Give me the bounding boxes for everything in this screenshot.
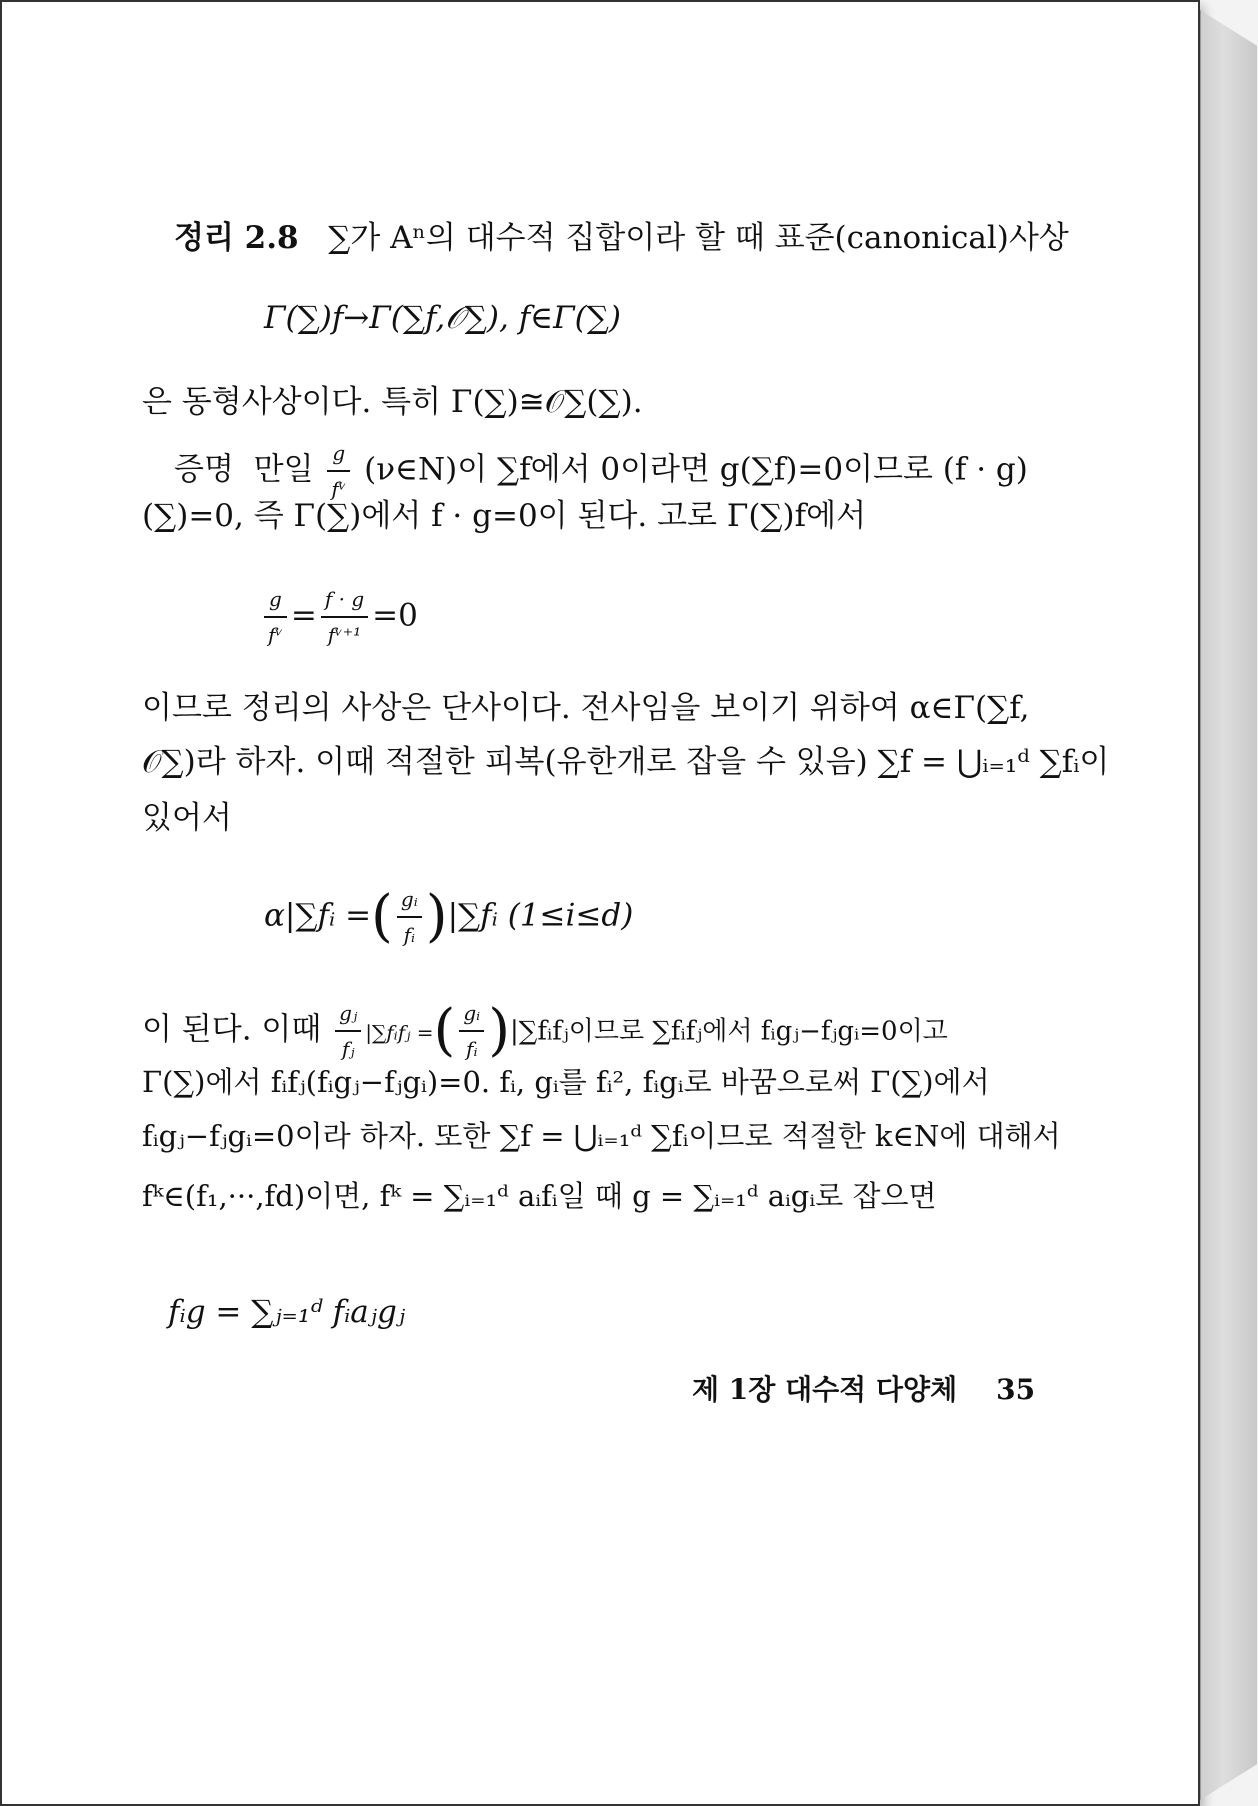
para2-line-3: 있어서 [142, 800, 232, 836]
page-stack-edge [1200, 10, 1257, 1800]
para3-line-3: fᵢgⱼ−fⱼgᵢ=0이라 하자. 또한 ∑f = ⋃ᵢ₌₁ᵈ ∑fᵢ이므로 적절한 k∈N에 대해서 [142, 1119, 1061, 1153]
proof-label: 증명 [174, 451, 234, 488]
fraction-right: $\frac{f \cdot g}{\text{fᵛ⁺¹}}$ [321, 582, 368, 652]
para3-line-1: 이 된다. 이때 $\frac{\text{gⱼ}}{\text{fⱼ}}$ |∑fᵢfⱼ =( $\frac{\text{gᵢ}}{\text{fᵢ}}$ )|∑fᵢfⱼ이므로 ∑fᵢfⱼ에서 fᵢgⱼ−fⱼgᵢ=0이고 [142, 996, 948, 1066]
proof-line1-post: (ν∈N)이 ∑f에서 0이라면 g(∑f)=0이므로 (f · g) [364, 451, 1028, 488]
fraction-gi-over-fi-2: $\frac{\text{gᵢ}}{\text{fᵢ}}$ [459, 996, 484, 1066]
proof-line-2: (∑)=0, 즉 Γ(∑)에서 f · g=0이 된다. 고로 Γ(∑)f에서 [142, 498, 867, 534]
equation-fraction-zero: $\frac{g}{\text{fᵛ}}$ = $\frac{f \cdot g}{\text{fᵛ⁺¹}}$ =0 [260, 582, 418, 652]
page-footer [692, 1370, 1035, 1410]
proof-line1-pre: 만일 [253, 451, 314, 488]
equation-canonical-map: Γ(∑)f→Γ(∑f,𝒪∑), f∈Γ(∑) [264, 300, 621, 336]
fraction-gi-over-fi: $\frac{\text{gᵢ}}{\text{fᵢ}}$ [397, 882, 422, 952]
page-number: 35 [996, 1373, 1036, 1406]
isomorphism-line: 은 동형사상이다. 특히 Γ(∑)≅𝒪∑(∑). [142, 384, 643, 420]
theorem-statement: ∑가 Aⁿ의 대수적 집합이라 할 때 표준(canonical)사상 [328, 220, 1069, 256]
equation-fi-g-sum: fᵢg = ∑ⱼ₌₁ᵈ fᵢaⱼgⱼ [168, 1294, 406, 1330]
para3-line-4: fᵏ∈(f₁,···,fd)이면, fᵏ = ∑ᵢ₌₁ᵈ aᵢfᵢ일 때 g = ∑ᵢ₌₁ᵈ aᵢgᵢ로 잡으면 [142, 1179, 937, 1213]
para2-line-2: 𝒪∑)라 하자. 이때 적절한 피복(유한개로 잡을 수 있음) ∑f = ⋃ᵢ₌₁ᵈ ∑fᵢ이 [142, 744, 1110, 780]
para3-line-2: Γ(∑)에서 fᵢfⱼ(fᵢgⱼ−fⱼgᵢ)=0. fᵢ, gᵢ를 fᵢ², fᵢgᵢ로 바꿈으로써 Γ(∑)에서 [142, 1065, 990, 1099]
chapter-title: 제 1장 대수적 다양체 [692, 1373, 958, 1406]
theorem-line [174, 218, 1069, 258]
fraction-g-over-f-nu: $\frac{g}{\text{fᵛ}}$ [327, 436, 350, 506]
fraction-gj-over-fj: $\frac{\text{gⱼ}}{\text{fⱼ}}$ [335, 996, 361, 1066]
fraction-left: $\frac{g}{\text{fᵛ}}$ [264, 582, 287, 652]
equation-alpha-restriction: α|∑fᵢ =( $\frac{\text{gᵢ}}{\text{fᵢ}}$ )|∑fᵢ (1≤i≤d) [264, 882, 633, 952]
theorem-label: 정리 2.8 [174, 220, 299, 256]
para2-line-1: 이므로 정리의 사상은 단사이다. 전사임을 보이기 위하여 α∈Γ(∑f, [142, 690, 1030, 726]
